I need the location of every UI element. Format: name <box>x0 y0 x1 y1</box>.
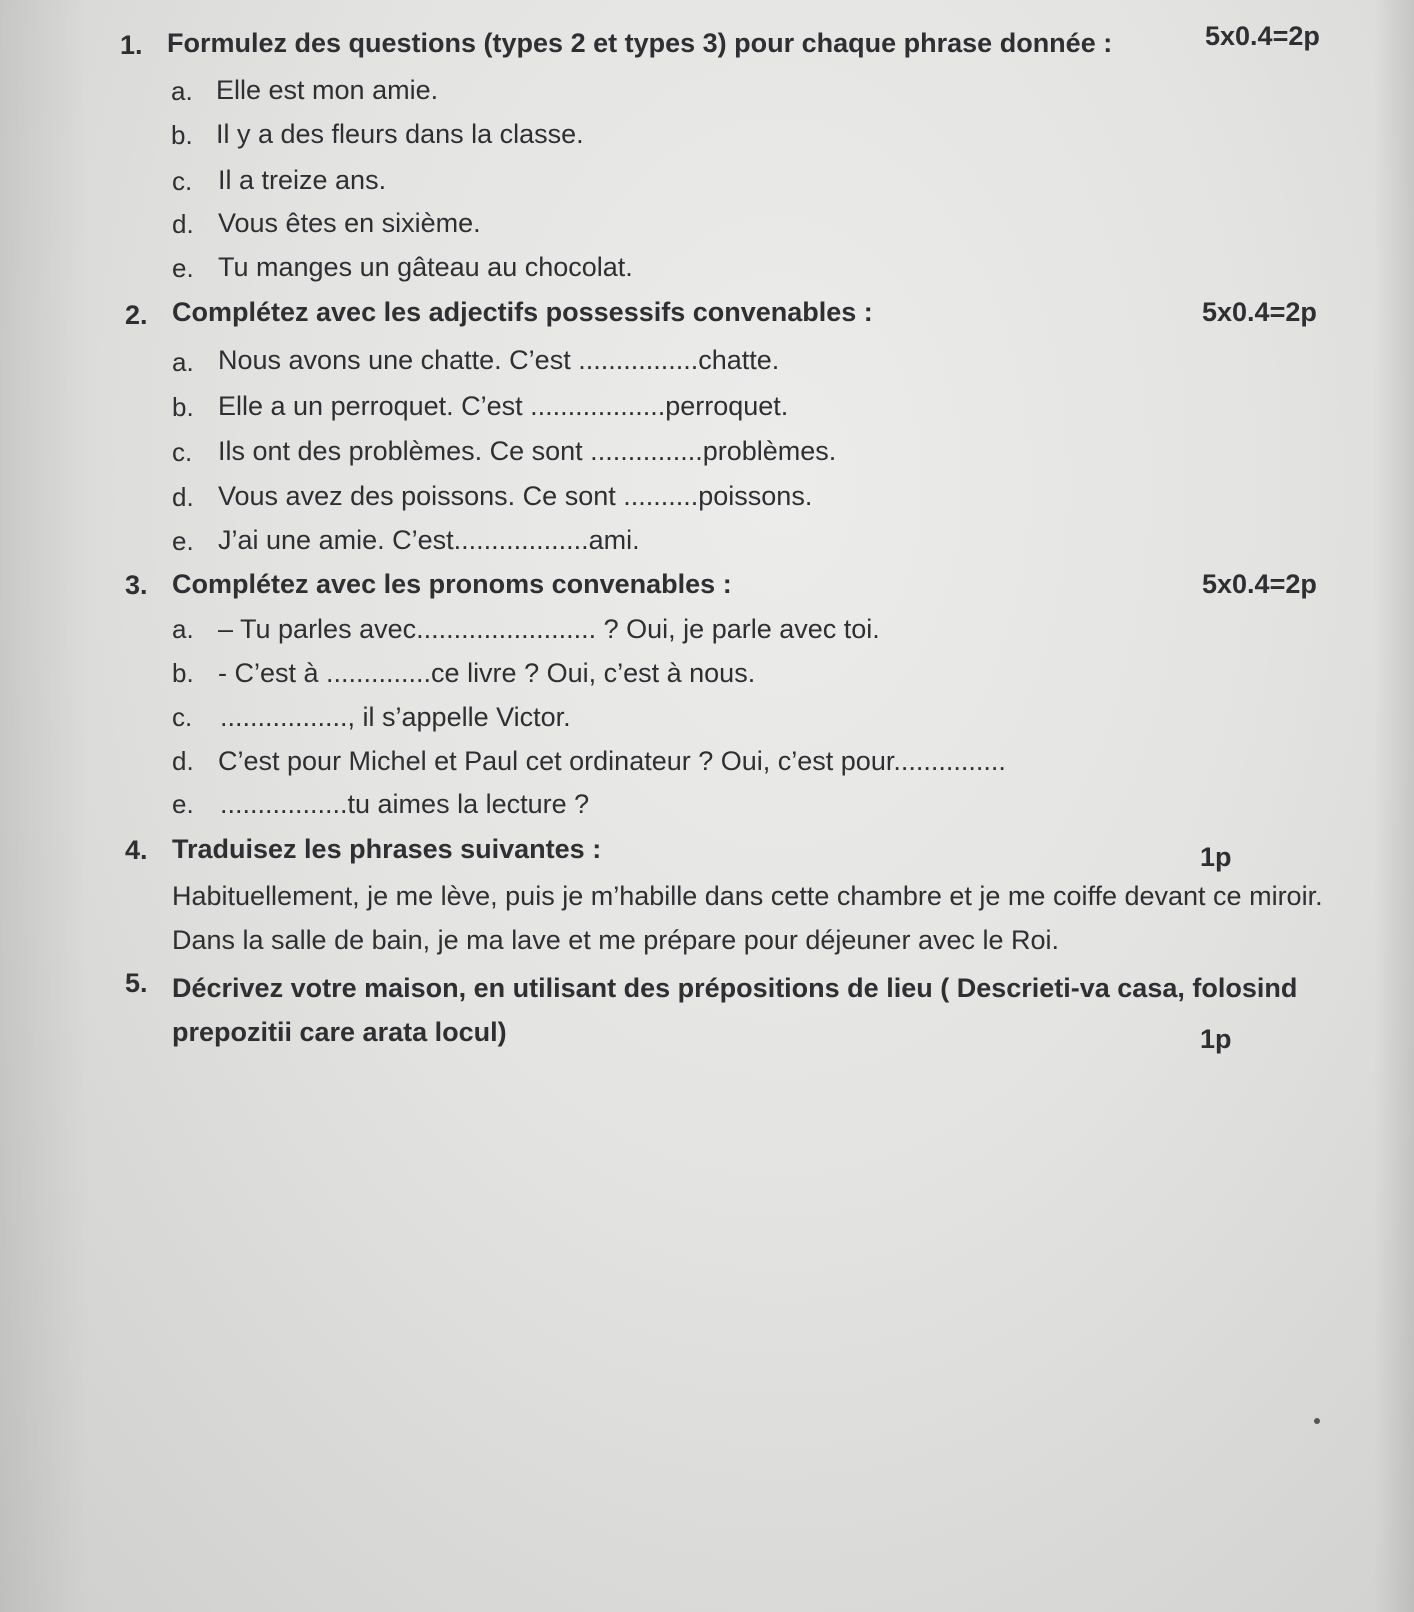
question-1-points: 5x0.4=2p <box>1205 21 1320 51</box>
page-shadow-right <box>1374 0 1414 1612</box>
question-3-item-e: .................tu aimes la lecture ? <box>220 789 590 819</box>
question-2-item-c: Ils ont des problèmes. Ce sont ...............problèmes. <box>218 436 837 466</box>
question-1-item-b: Il y a des fleurs dans la classe. <box>216 119 584 149</box>
question-2-item-d: Vous avez des poissons. Ce sont ..........poissons. <box>218 481 813 511</box>
question-4-number: 4. <box>125 835 148 865</box>
question-4-points: 1p <box>1200 842 1232 872</box>
question-3-item-a-letter: a. <box>172 614 194 644</box>
question-3-item-d-letter: d. <box>172 746 194 776</box>
question-2-item-e: J’ai une amie. C’est..................ami. <box>218 525 640 555</box>
question-3-item-b: - C’est à ..............ce livre ? Oui, c’est à nous. <box>218 658 756 688</box>
question-2-title: Complétez avec les adjectifs possessifs convenables : <box>172 297 873 327</box>
question-1-item-e: Tu manges un gâteau au chocolat. <box>218 252 633 282</box>
question-2-item-c-letter: c. <box>172 437 193 467</box>
question-1-item-d: Vous êtes en sixième. <box>218 208 481 238</box>
question-1-item-d-letter: d. <box>172 209 194 239</box>
question-2-number: 2. <box>125 300 148 330</box>
question-3-points: 5x0.4=2p <box>1202 569 1317 599</box>
question-5-points: 1p <box>1200 1024 1232 1054</box>
question-2-item-a-letter: a. <box>172 347 194 377</box>
question-3-item-e-letter: e. <box>172 789 194 819</box>
question-5-number: 5. <box>125 968 148 998</box>
question-3-number: 3. <box>125 570 148 600</box>
question-2-item-d-letter: d. <box>172 482 194 512</box>
page-shadow-left <box>0 0 90 1612</box>
paper-speck <box>1314 1418 1320 1424</box>
question-1-title: Formulez des questions (types 2 et types 3) pour chaque phrase donnée : <box>167 28 1113 58</box>
question-1-item-b-letter: b. <box>171 120 193 150</box>
question-1-item-c-letter: c. <box>172 166 193 196</box>
question-2-points: 5x0.4=2p <box>1202 297 1317 327</box>
question-1-item-e-letter: e. <box>172 253 194 283</box>
question-3-title: Complétez avec les pronoms convenables : <box>172 569 732 599</box>
question-2-item-a: Nous avons une chatte. C’est ................chatte. <box>218 345 780 375</box>
question-3-item-d: C’est pour Michel et Paul cet ordinateur ? Oui, c’est pour............... <box>218 746 1006 776</box>
question-3-item-a: – Tu parles avec........................ ? Oui, je parle avec toi. <box>218 614 880 644</box>
question-5-title: Décrivez votre maison, en utilisant des prépositions de lieu ( Descrieti-va casa, folosind prepozitii care arata locul) <box>172 973 1298 1047</box>
question-1-number: 1. <box>120 30 143 60</box>
question-2-item-b-letter: b. <box>172 392 194 422</box>
question-1-item-a: Elle est mon amie. <box>216 75 439 105</box>
question-1-item-c: Il a treize ans. <box>218 165 387 195</box>
question-3-item-c: ................., il s’appelle Victor. <box>220 702 571 732</box>
question-2-item-e-letter: e. <box>172 526 194 556</box>
question-1-item-a-letter: a. <box>171 76 193 106</box>
question-4-title: Traduisez les phrases suivantes : <box>172 834 602 864</box>
question-4-text: Habituellement, je me lève, puis je m’habille dans cette chambre et je me coiffe devant ce miroir. Dans la salle de bain, je ma lave et me prépare pour déjeuner avec le Roi. <box>172 881 1323 955</box>
question-3-item-b-letter: b. <box>172 658 194 688</box>
question-2-item-b: Elle a un perroquet. C’est ..................perroquet. <box>218 391 789 421</box>
question-3-item-c-letter: c. <box>172 702 193 732</box>
